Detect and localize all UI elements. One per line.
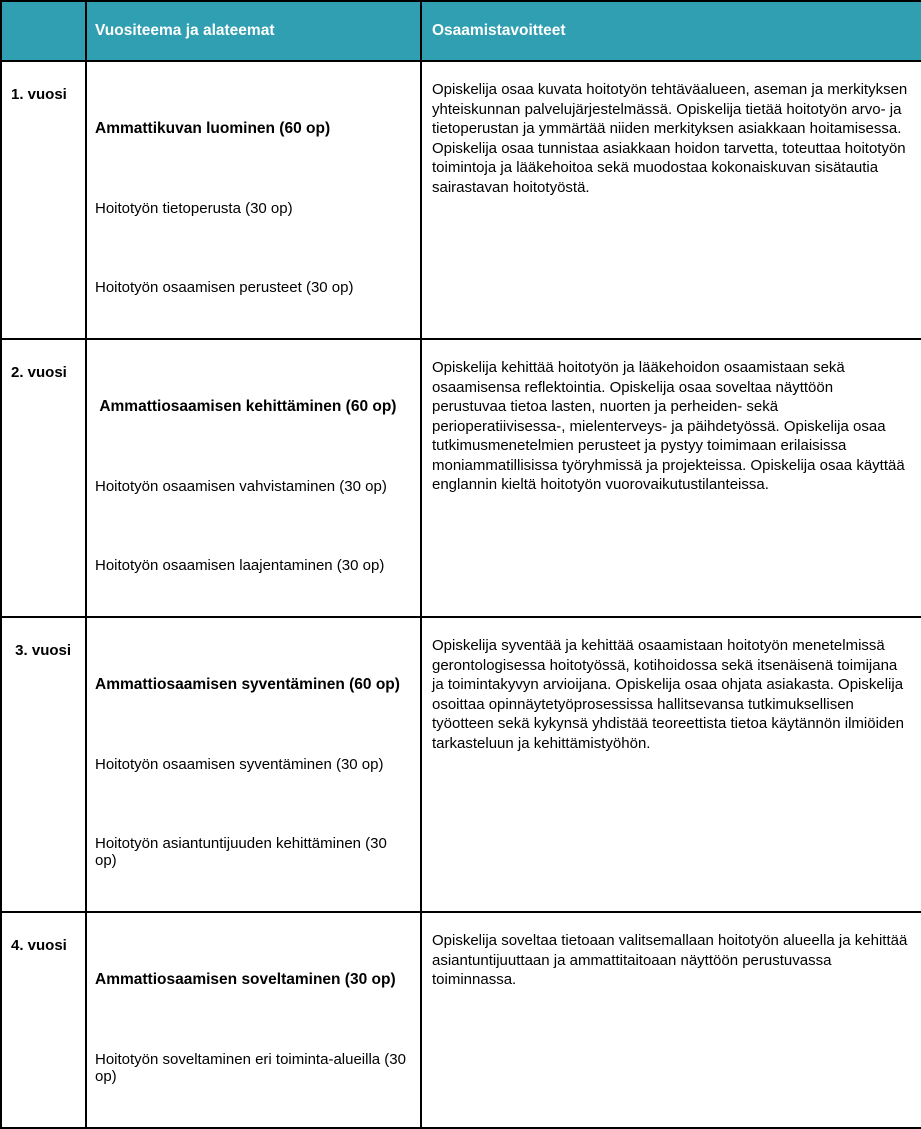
goals-text: Opiskelija soveltaa tietoaan valitsemallaan hoitotyön alueella ja kehittää asiantuntijuuttaan ja ammattitaitoaan näyttöön perustuvassa toiminnassa. <box>432 932 908 988</box>
table-row-year-4 <box>1 912 921 1128</box>
subtheme: Hoitotyön tietoperusta (30 op) <box>95 200 293 217</box>
year-label: 3. vuosi <box>1 617 86 912</box>
subtheme: Hoitotyön osaamisen vahvistaminen (30 op) <box>95 478 387 495</box>
subtheme: Hoitotyön asiantuntijuuden kehittäminen (30 op) <box>95 835 392 869</box>
header-cell-empty <box>1 1 86 61</box>
theme-cell <box>86 61 421 339</box>
goals-cell <box>421 912 921 1128</box>
year-label: 2. vuosi <box>1 339 86 617</box>
theme-title: Ammattiosaamisen soveltaminen (30 op) <box>95 971 396 988</box>
table-header-row <box>1 1 921 61</box>
header-cell-theme: Vuositeema ja alateemat <box>86 1 421 61</box>
goals-text: Opiskelija syventää ja kehittää osaamistaan hoitotyön menetelmissä gerontologisessa hoitotyössä, kotihoidossa sekä itsenäisenä toimijana ja toimintakyvyn arvioijana. Opiskelija osaa ohjata asiakasta. Opiskelija osoittaa opinnäytetyöprosessissa hallitsevansa tutkimuksellisen työotteen sekä kykynsä yhdistää teoreettista tietoa käytännön ilmiöiden tarkasteluun ja kehittämistyöhön. <box>432 637 904 752</box>
subtheme: Hoitotyön osaamisen perusteet (30 op) <box>95 279 354 296</box>
year-label: 1. vuosi <box>1 61 86 339</box>
header-cell-goals: Osaamistavoitteet <box>421 1 921 61</box>
table-row-year-3 <box>1 617 921 912</box>
theme-title: Ammattiosaamisen kehittäminen (60 op) <box>95 398 397 415</box>
table-row-year-1 <box>1 61 921 339</box>
goals-cell <box>421 617 921 912</box>
goals-text: Opiskelija osaa kuvata hoitotyön tehtäväalueen, aseman ja merkityksen yhteiskunnan palvelujärjestelmässä. Opiskelija tietää hoitotyön arvo- ja tietoperustan ja ymmärtää niiden merkityksen asiakkaan hoitamisessa. Opiskelija osaa tunnistaa asiakkaan hoidon tarvetta, toteuttaa hoitotyön toimintoja ja lääkehoitoa sekä muodostaa kokonaiskuvan sisätautia sairastavan hoitotyöstä. <box>432 81 908 196</box>
year-label: 4. vuosi <box>1 912 86 1128</box>
goals-cell <box>421 61 921 339</box>
theme-cell <box>86 339 421 617</box>
goals-cell <box>421 339 921 617</box>
theme-title: Ammattiosaamisen syventäminen (60 op) <box>95 676 400 693</box>
theme-cell <box>86 617 421 912</box>
table-row-year-2 <box>1 339 921 617</box>
goals-text: Opiskelija kehittää hoitotyön ja lääkehoidon osaamistaan sekä osaamisensa reflektointia. Opiskelija osaa soveltaa näyttöön perustuvaa tietoa lasten, nuorten ja perheiden- sekä perioperatiivisessa-, mielenterveys- ja päihdetyössä. Opiskelija osaa tutkimusmenetelmien perusteet ja pystyy toimimaan erilaisissa moniammatillisissa työryhmissä ja projekteissa. Opiskelija osaa käyttää englannin kieltä hoitotyön vuorovaikutustilanteissa. <box>432 359 905 493</box>
theme-cell <box>86 912 421 1128</box>
theme-title: Ammattikuvan luominen (60 op) <box>95 120 331 137</box>
subtheme: Hoitotyön osaamisen syventäminen (30 op) <box>95 756 384 773</box>
subtheme: Hoitotyön osaamisen laajentaminen (30 op) <box>95 557 385 574</box>
subtheme: Hoitotyön soveltaminen eri toiminta-alueilla (30 op) <box>95 1051 411 1085</box>
